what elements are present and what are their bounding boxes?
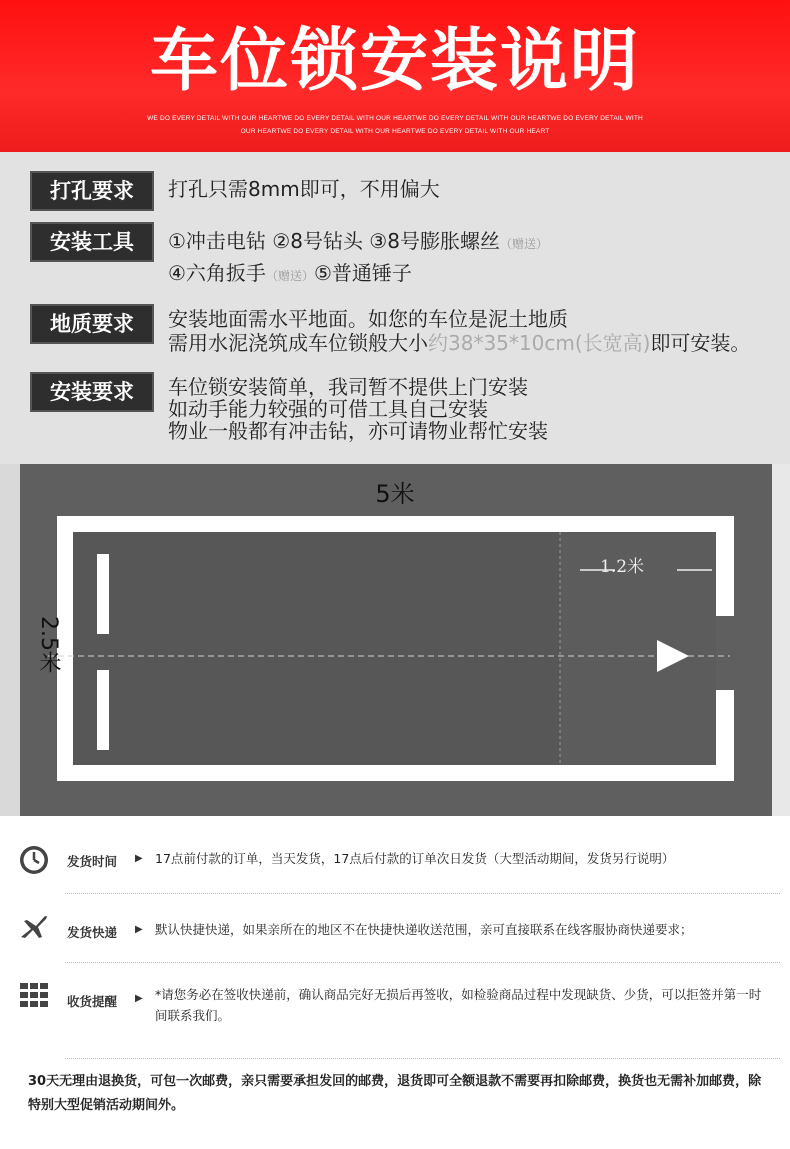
arrow-right-icon: ▶: [135, 853, 143, 864]
receipt-text: *请您务必在签收快递前，确认商品完好无损后再签收，如检验商品过程中发现缺货、少货，可以拒签并第一时间联系我们。: [155, 987, 762, 1023]
divider: [65, 893, 780, 894]
divider: [65, 1058, 780, 1059]
marker-bar-top: [97, 554, 109, 634]
shipping-time-row: [0, 840, 790, 880]
drilling-text: 打孔只需8mm即可，不用偏大: [168, 177, 440, 201]
tools-list-a: ①冲击电钻 ②8号钻头 ③8号膨胀螺丝: [168, 229, 500, 253]
width-label: 5米: [375, 480, 415, 508]
courier-label: 发货快递: [67, 925, 118, 940]
courier-text: 默认快捷快递，如果亲所在的地区不在快捷快递收送范围，亲可直接联系在线客服协商快递要求；: [155, 922, 693, 937]
gift-note: （赠送）: [265, 269, 314, 283]
header-subtitle: WE DO EVERY DETAIL WITH OUR HEARTWE DO EVERY DETAIL WITH OUR HEARTWE DO EVERY DETAIL WITH OUR HEARTWE DO EVERY DETAIL WITH OUR HEARTWE DO EVERY DETAIL WITH OUR HEARTWE DO EVERY DETAIL WITH OUR HEART: [147, 115, 643, 135]
ground-line-2: [168, 330, 750, 356]
install-line-3: 物业一般都有冲击钻，亦可请物业帮忙安装: [168, 419, 548, 443]
installation-requirements: [0, 152, 790, 464]
ground-line-1: 安装地面需水平地面。如您的车位是泥土地质: [168, 307, 568, 331]
tools-line-2: [168, 260, 412, 289]
tag-ground: 地质要求: [30, 304, 154, 344]
install-line-1: 车位锁安装简单，我司暂不提供上门安装: [168, 375, 528, 399]
grid-icon: [18, 980, 50, 1012]
receipt-label: 收货提醒: [67, 994, 118, 1009]
gift-note: （赠送）: [499, 237, 548, 251]
tag-drilling: 打孔要求: [30, 171, 154, 211]
page-title: 车位锁安装说明: [149, 22, 640, 101]
return-policy: 30天无理由退换货，可包一次邮费，亲只需要承担发回的邮费，退货即可全额退款不需要再扣除邮费，换货也无需补加邮费，除特别大型促销活动期间外。: [28, 1074, 762, 1113]
marker-bar-bottom: [97, 670, 109, 750]
tools-line-1: [168, 228, 548, 257]
courier-row: [0, 905, 790, 955]
clock-icon: [18, 844, 50, 876]
tag-tools: 安装工具: [30, 222, 154, 262]
parking-lines-svg: [0, 464, 790, 816]
height-label: 2.5米: [36, 615, 61, 673]
shipping-time-label: 发货时间: [67, 854, 118, 869]
frame-right-bottom: [716, 690, 734, 781]
arrow-right-icon: ▶: [135, 993, 143, 1004]
tools-list-c: ⑤普通锤子: [313, 261, 412, 285]
frame-top: [57, 516, 734, 532]
frame-right-top: [716, 516, 734, 616]
header-banner: [0, 0, 790, 152]
lock-distance-label: 1.2米: [600, 557, 645, 577]
parking-space-diagram: [0, 464, 790, 816]
shipping-time-text: 17点前付款的订单，当天发货，17点后付款的订单次日发货（大型活动期间，发货另行说明）: [155, 851, 675, 866]
install-line-2: 如动手能力较强的可借工具自己安装: [168, 397, 488, 421]
tools-list-b: ④六角扳手: [168, 261, 266, 285]
arrow-right-icon: ▶: [135, 924, 143, 935]
ground-text-c: 即可安装。: [650, 331, 751, 355]
ground-size: 约38*35*10cm(长宽高): [428, 331, 651, 355]
receipt-reminder-row: [0, 970, 790, 1030]
frame-bottom: [57, 765, 734, 781]
ground-text-a: 需用水泥浇筑成车位锁般大小: [168, 331, 428, 355]
divider: [65, 962, 780, 963]
tag-install: 安装要求: [30, 372, 154, 412]
airplane-icon: [18, 911, 50, 943]
